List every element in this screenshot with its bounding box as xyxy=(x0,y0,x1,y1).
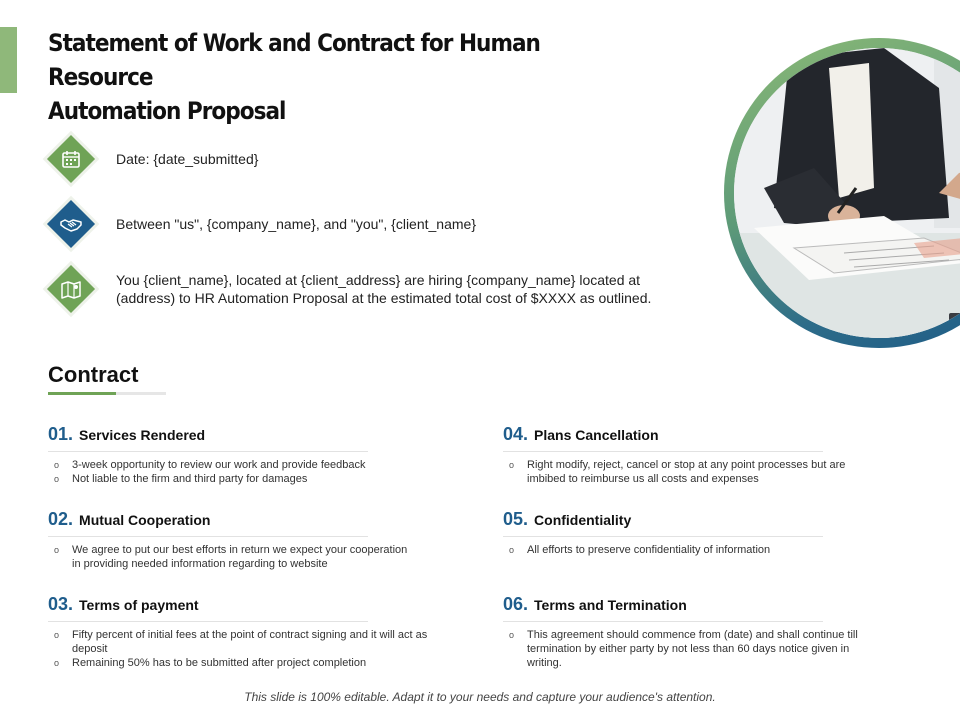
footer-note: This slide is 100% editable. Adapt it to your needs and capture your audience's attention. xyxy=(244,690,716,704)
location-text xyxy=(116,271,651,307)
section-title: Mutual Cooperation xyxy=(79,512,211,528)
section-plans-cancellation xyxy=(503,424,883,486)
section-number: 06. xyxy=(503,594,529,614)
parties-badge xyxy=(46,199,96,249)
section-title: Confidentiality xyxy=(534,512,632,528)
section-number: 04. xyxy=(503,424,529,444)
section-mutual-cooperation xyxy=(48,509,428,571)
list-item: o Right modify, reject, cancel or stop at any point processes but are imbibed to reimburse us all costs and expenses xyxy=(503,458,883,486)
section-divider xyxy=(48,536,368,537)
info-row-parties xyxy=(46,199,476,249)
section-terms-of-payment xyxy=(48,594,428,670)
section-list xyxy=(48,458,428,486)
section-list xyxy=(48,543,428,571)
list-item: o We agree to put our best efforts in return we expect your cooperation in providing needed information regarding to website xyxy=(48,543,412,571)
list-item: o Fifty percent of initial fees at the point of contract signing and it will act as deposit xyxy=(48,628,432,656)
title-accent-bar xyxy=(0,27,17,93)
contract-heading: Contract xyxy=(48,362,139,387)
section-title: Services Rendered xyxy=(79,427,206,443)
section-title: Terms of payment xyxy=(79,597,199,613)
section-divider xyxy=(503,536,823,537)
list-item: o This agreement should commence from (date) and shall continue till termination by either party by not less than 60 days notice given in writing. xyxy=(503,628,867,670)
section-terms-and-termination xyxy=(503,594,883,670)
section-number: 05. xyxy=(503,509,529,529)
location-text-line-2: (address) to HR Automation Proposal at the estimated total cost of $XXXX as outlined. xyxy=(116,290,652,306)
location-text-line-1: You {client_name}, located at {client_address} are hiring {company_name} located at xyxy=(116,272,641,288)
calendar-icon xyxy=(59,147,83,171)
section-list xyxy=(48,628,428,670)
section-divider xyxy=(48,451,368,452)
page-title xyxy=(48,26,624,128)
section-list xyxy=(503,543,883,557)
info-row-date xyxy=(46,134,258,184)
date-badge xyxy=(46,134,96,184)
handshake-icon xyxy=(59,212,83,236)
section-title: Plans Cancellation xyxy=(534,427,659,443)
info-row-location xyxy=(46,264,651,314)
list-item: o Remaining 50% has to be submitted after project completion xyxy=(48,656,428,670)
list-item: o All efforts to preserve confidentiality of information xyxy=(503,543,883,557)
section-list xyxy=(503,628,883,670)
section-services-rendered xyxy=(48,424,428,486)
location-badge xyxy=(46,264,96,314)
list-item: o Not liable to the firm and third party for damages xyxy=(48,472,428,486)
date-text: Date: {date_submitted} xyxy=(116,151,259,167)
section-title: Terms and Termination xyxy=(534,597,687,613)
parties-text: Between "us", {company_name}, and "you", {client_name} xyxy=(116,216,477,232)
photo-ring xyxy=(724,38,960,348)
map-pin-icon xyxy=(59,277,83,301)
business-meeting-photo xyxy=(734,48,960,338)
page-title-line-1: Statement of Work and Contract for Human Resource xyxy=(48,29,540,91)
section-divider xyxy=(503,451,823,452)
section-number: 03. xyxy=(48,594,74,614)
section-divider xyxy=(503,621,823,622)
section-number: 02. xyxy=(48,509,74,529)
section-confidentiality xyxy=(503,509,883,557)
section-divider xyxy=(48,621,368,622)
list-item: o 3-week opportunity to review our work and provide feedback xyxy=(48,458,428,472)
page-title-line-2: Automation Proposal xyxy=(48,97,286,125)
contract-underline xyxy=(48,392,166,395)
section-list xyxy=(503,458,883,486)
section-number: 01. xyxy=(48,424,74,444)
